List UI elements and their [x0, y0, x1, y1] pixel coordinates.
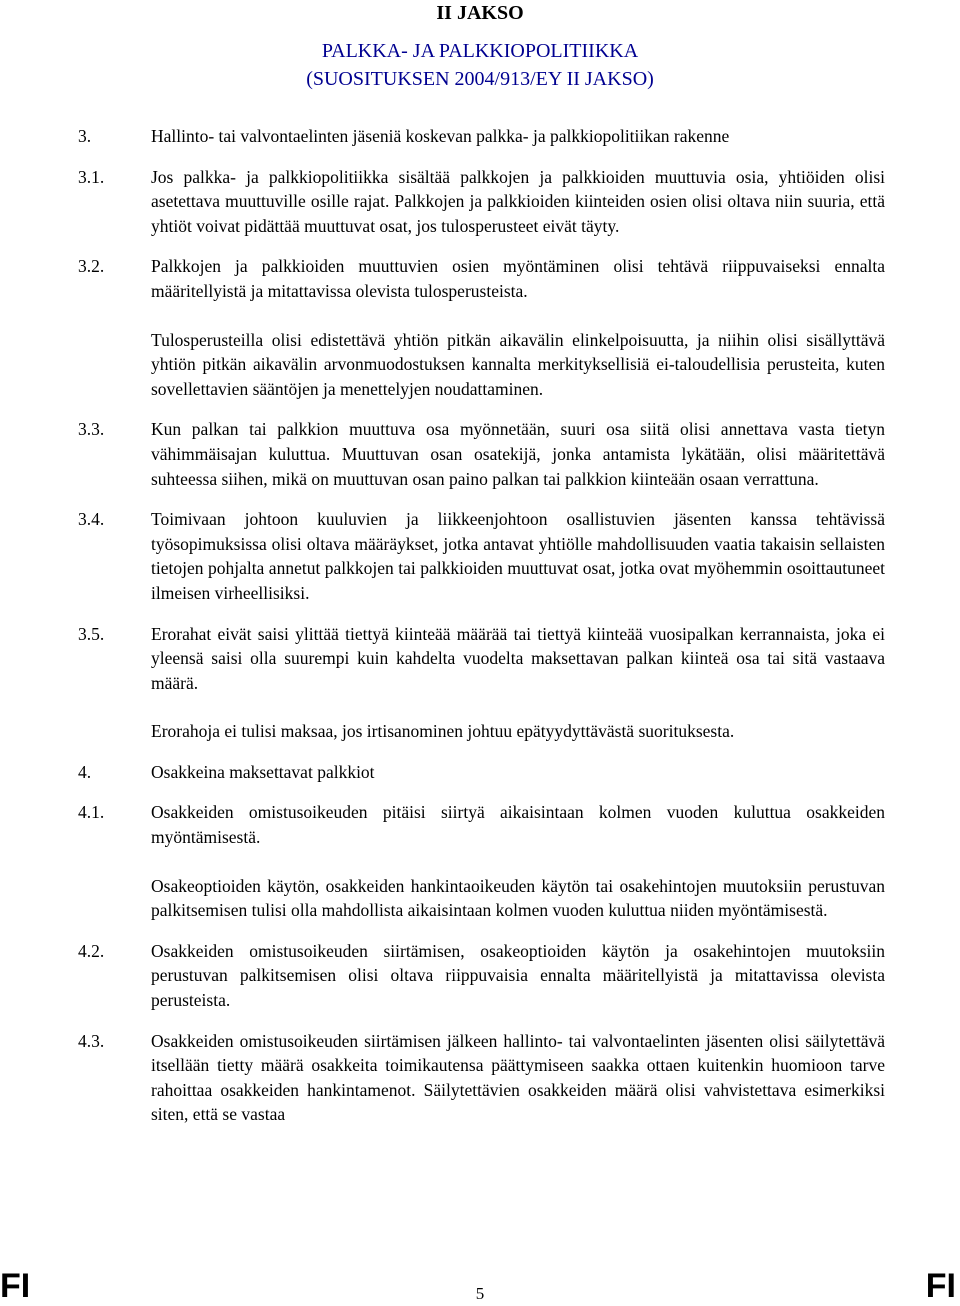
paragraph: Palkkojen ja palkkioiden muuttuvien osien myöntäminen olisi tehtävä riippuvaiseksi ennalta määritellyistä ja mitattavissa olevista tulosperusteista.: [151, 256, 885, 301]
section-3-1: [78, 165, 885, 239]
paragraph: Osakkeiden omistusoikeuden pitäisi siirtyä aikaisintaan kolmen vuoden kuluttua osakkeiden myöntämisestä.: [151, 802, 885, 848]
section-4-2: [78, 939, 885, 1013]
section-heading: II JAKSO: [436, 2, 524, 24]
paragraph: Toimivaan johtoon kuuluvien ja liikkeenjohtoon osallistuvien jäsenten kanssa tehtävissä työsopimuksissa olisi oltava määräykset, jotka antavat yhtiölle mahdollisuuden vaatia takaisin sellaisten tietojen pohjalta annetut palkkojen tai palkkioiden muuttuvat osat, jotka ovat myöhemmin osoittautuneet ilmeisen virheellisiksi.: [151, 509, 885, 603]
section-number: 3.: [78, 126, 92, 146]
section-number: 4.: [78, 761, 92, 782]
section-3: [78, 124, 885, 149]
section-3-4: [78, 507, 885, 605]
section-number: 4.3.: [78, 1030, 105, 1051]
paragraph: Osakkeiden omistusoikeuden siirtämisen jälkeen hallinto- tai valvontaelinten jäsenten olisi säilytettävä itsellään tietty määrä osakkeita toimikautensa päättymiseen saakka ottaen kuitenkin huomioon tarve rahoittaa osakkeiden hankintamenot. Säilytettävien osakkeiden määrä olisi vahvistettava esimerkiksi siten, että se vastaa: [151, 1030, 885, 1125]
language-code-left: FI: [0, 1267, 31, 1305]
paragraph: Tulosperusteilla olisi edistettävä yhtiön pitkän aikavälin elinkelpoisuutta, ja niihin olisi sisällyttävä yhtiön pitkän aikavälin arvonmuodostuksen kannalta merkityksellisiä ei-taloudellisia perusteita, kuten sovellettavien sääntöjen ja menettelyjen noudattaminen.: [151, 329, 885, 399]
language-code-right: FI: [925, 1267, 956, 1305]
page-number: 5: [475, 1284, 485, 1303]
section-number: 3.3.: [78, 419, 105, 440]
paragraph: Osakkeiden omistusoikeuden siirtämisen, osakeoptioiden käytön ja osakehintojen muutoksiin perustuvan palkitsemisen olisi oltava riippuvaisia ennalta määritellyistä ja mitattavissa olevista perusteista.: [151, 940, 885, 1011]
section-4-1: [78, 800, 885, 849]
section-3-2: [78, 254, 885, 303]
section-4-3: [78, 1029, 885, 1127]
paragraph: Erorahat eivät saisi ylittää tiettyä kiinteää määrää tai tiettyä kiinteää vuosipalkan kerrannaista, joka ei yleensä saisi olla suurempi kuin kahdelta vuodelta maksettavan palkan kiinteä osa tai sitä vastaava määrä.: [151, 623, 885, 693]
section-4: [78, 760, 885, 785]
paragraph: Erorahoja ei tulisi maksaa, jos irtisanominen johtuu epätyydyttävästä suorituksesta.: [151, 721, 735, 742]
section-number: 4.2.: [78, 940, 105, 961]
section-3-5: [78, 622, 885, 696]
document-body: [78, 124, 885, 1143]
section-heading-text: Hallinto- tai valvontaelinten jäseniä koskevan palkka- ja palkkiopolitiikan rakenne: [151, 126, 730, 146]
section-heading-text: Osakkeina maksettavat palkkiot: [151, 761, 375, 782]
section-number: 3.4.: [78, 509, 105, 530]
section-3-3: [78, 417, 885, 491]
section-number: 3.2.: [78, 256, 105, 277]
paragraph: Osakeoptioiden käytön, osakkeiden hankintaoikeuden käytön tai osakehintojen muutoksiin perustuvan palkitsemisen tulisi olla mahdollista aikaisintaan kolmen vuoden kuluttua niiden myöntämisestä.: [151, 875, 885, 921]
document-title: PALKKA- JA PALKKIOPOLITIIKKA: [321, 40, 639, 62]
paragraph: Jos palkka- ja palkkiopolitiikka sisältää palkkojen ja palkkioiden muuttuvia osia, yhtiöiden olisi asetettava muuttuville osille rajat. Palkkojen ja palkkioiden kiinteiden osien olisi oltava niin suuria, että yhtiöt voivat pidättää muuttuvat osat, jos tulosperusteet eivät täyty.: [151, 166, 885, 236]
section-number: 3.5.: [78, 623, 105, 644]
paragraph: Kun palkan tai palkkion muuttuva osa myönnetään, suuri osa siitä olisi annettava vasta tietyn vähimmäisajan kuluttua. Muuttuvan osan osatekijä, jonka antamista lykätään, olisi määritettävä suhteessa siihen, mikä on muuttuvan osan paino palkan tai palkkion kiinteään osaan verrattuna.: [151, 419, 885, 489]
section-number: 3.1.: [78, 166, 105, 187]
document-subtitle: (SUOSITUKSEN 2004/913/EY II JAKSO): [306, 68, 654, 90]
section-number: 4.1.: [78, 802, 105, 823]
